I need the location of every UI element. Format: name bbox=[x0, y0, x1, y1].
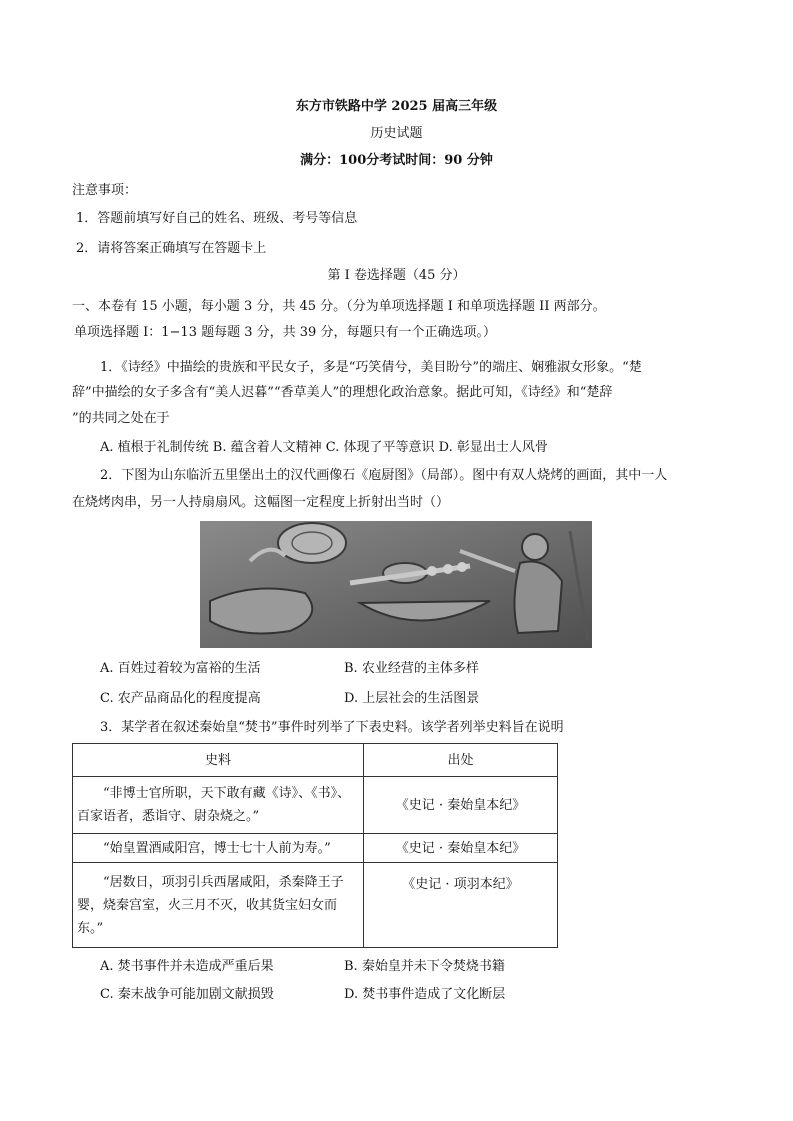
table-row bbox=[73, 863, 558, 948]
table-cell-source: 《史记 · 秦始皇本纪》 bbox=[364, 834, 558, 863]
q2-option-a: A. 百姓过着较为富裕的生活 bbox=[100, 661, 261, 676]
school-title: 东方市铁路中学 2025 届高三年级 bbox=[295, 99, 498, 114]
note-item: 2．请将答案正确填写在答题卡上 bbox=[76, 241, 267, 256]
q1-stem-line: 1．《诗经》中描绘的贵族和平民女子，多是“巧笑倩兮，美目盼兮”的端庄、娴雅淑女形象。“楚 bbox=[100, 360, 642, 375]
section-intro: 一、本卷有 15 小题，每小题 3 分，共 45 分。（分为单项选择题 I 和单项选择题 II 两部分。 bbox=[72, 299, 606, 314]
q1-stem-line: 辞”中描绘的女子多含有“美人迟暮”“香草美人”的理想化政治意象。据此可知，《诗经》和“楚辞 bbox=[72, 385, 613, 400]
q1-options: A. 植根于礼制传统 B. 蕴含着人文精神 C. 体现了平等意识 D. 彰显出士人风骨 bbox=[100, 440, 548, 455]
q3-option-b: B. 秦始皇并未下令焚烧书籍 bbox=[344, 959, 505, 974]
q3-stem: 3．某学者在叙述秦始皇“焚书”事件时列举了下表史料。该学者列举史料旨在说明 bbox=[100, 720, 564, 735]
q2-stem-line: 在烧烤肉串，另一人持扇扇风。这幅图一定程度上折射出当时（） bbox=[72, 495, 450, 510]
q3-option-c: C. 秦末战争可能加剧文献损毁 bbox=[100, 987, 274, 1002]
q3-option-d: D. 焚书事件造成了文化断层 bbox=[344, 987, 506, 1002]
table-cell-quote: “非博士官所职，天下敢有藏《诗》、《书》、百家语者，悉诣守、尉杂烧之。” bbox=[73, 777, 364, 834]
stone-relief-image bbox=[200, 521, 592, 648]
table-header: 出处 bbox=[364, 744, 558, 777]
subject-title: 历史试题 bbox=[370, 126, 423, 141]
q2-stem-line: 2．下图为山东临沂五里堡出土的汉代画像石《庖厨图》（局部）。图中有双人烧烤的画面，其中一人 bbox=[100, 468, 668, 483]
table-row bbox=[73, 834, 558, 863]
table-cell-quote: “居数日，项羽引兵西屠咸阳，杀秦降王子婴，烧秦宫室，火三月不灭，收其货宝妇女而东。” bbox=[73, 863, 364, 948]
table-header: 史料 bbox=[73, 744, 364, 777]
notes-title: 注意事项： bbox=[72, 183, 138, 198]
q1-stem-line: ”的共同之处在于 bbox=[72, 411, 170, 426]
score-time: 满分：100分考试时间：90 分钟 bbox=[300, 153, 493, 168]
table-header-row bbox=[73, 744, 558, 777]
table-cell-quote: “始皇置酒咸阳宫，博士七十人前为寿。” bbox=[73, 834, 364, 863]
note-item: 1．答题前填写好自己的姓名、班级、考号等信息 bbox=[76, 211, 358, 226]
q2-option-b: B. 农业经营的主体多样 bbox=[344, 661, 479, 676]
table-cell-source: 《史记 · 秦始皇本纪》 bbox=[364, 777, 558, 834]
section-title: 第 I 卷选择题（45 分） bbox=[327, 268, 466, 283]
q3-option-a: A. 焚书事件并未造成严重后果 bbox=[100, 959, 274, 974]
table-cell-source: 《史记 · 项羽本纪》 bbox=[364, 863, 558, 948]
table-row bbox=[73, 777, 558, 834]
q2-option-c: C. 农产品商品化的程度提高 bbox=[100, 691, 261, 706]
section-intro: 单项选择题 I：1−13 题每题 3 分，共 39 分，每题只有一个正确选项。） bbox=[74, 325, 496, 340]
source-table bbox=[72, 743, 558, 948]
q2-option-d: D. 上层社会的生活图景 bbox=[344, 691, 480, 706]
